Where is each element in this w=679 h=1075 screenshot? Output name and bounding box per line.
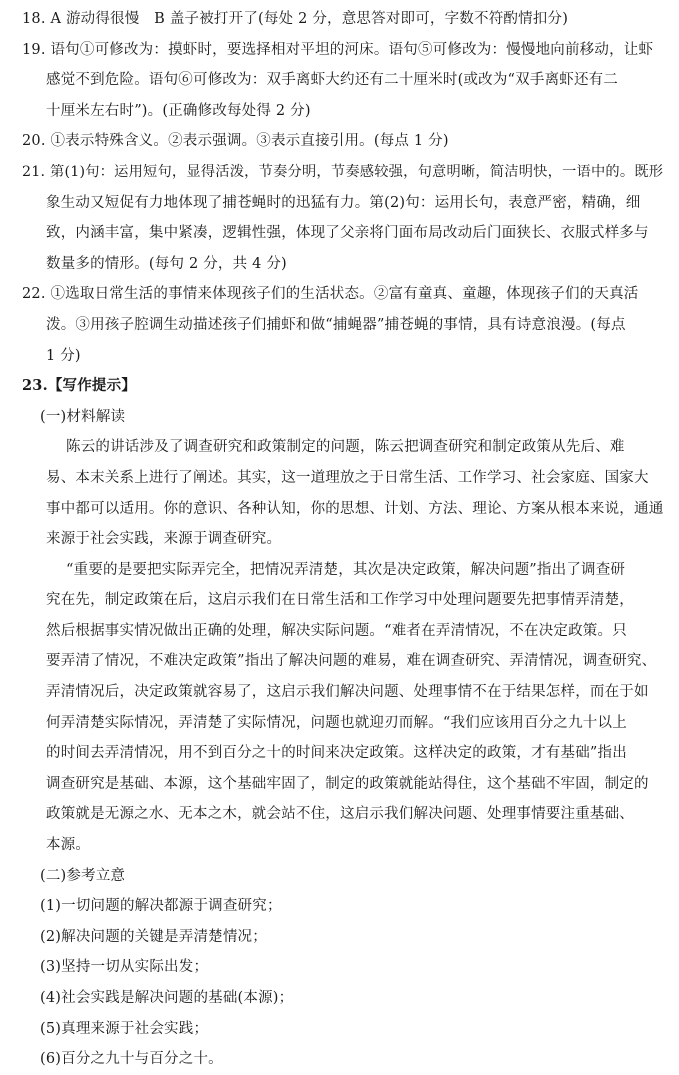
paragraph-line: “重要的是要把实际弄完全，把情况弄清楚，其次是决定政策，解决问题”指出了调查研: [66, 561, 626, 578]
answer-22-cont: 泼。③用孩子腔调生动描述孩子们捕虾和做“捕蝇器”捕苍蝇的事情，具有诗意浪漫。(每点: [46, 316, 626, 333]
idea-item: (6)百分之九十与百分之十。: [40, 1051, 223, 1068]
idea-item: (4)社会实践是解决问题的基础(本源)；: [40, 990, 294, 1006]
paragraph-line: 调查研究是基础、本源，这个基础牢固了，制定的政策就能站得住，这个基础不牢固，制定的: [46, 775, 649, 792]
answer-22-cont: 1 分): [46, 347, 81, 364]
paragraph-line: 来源于社会实践，来源于调查研究。: [46, 531, 282, 548]
answer-21-cont: 象生动又短促有力地体现了捕苍蝇时的迅猛有力。第(2)句：运用长句，表意严密，精确，细: [46, 194, 641, 211]
paragraph-line: 何弄清楚实际情况，弄清楚了实际情况，问题也就迎刃而解。“我们应该用百分之九十以上: [46, 714, 627, 731]
paragraph-line: 究在先，制定政策在后，这启示我们在日常生活和工作学习中处理问题要先把事情弄清楚，: [46, 592, 634, 609]
answer-19-cont: 十厘米左右时”)。(正确修改每处得 2 分): [46, 102, 311, 119]
paragraph-line: 本源。: [46, 837, 91, 854]
answer-21-cont: 数量多的情形。(每句 2 分，共 4 分): [46, 255, 287, 272]
paragraph-line: 要弄清了情况，不难决定政策”指出了解决问题的难易，难在调查研究、弄清情况，调查研究、: [46, 653, 657, 670]
idea-item: (2)解决问题的关键是弄清楚情况；: [40, 928, 267, 945]
answer-21-cont: 致，内涵丰富，集中紧凑，逻辑性强，体现了父亲将门面布局改动后门面狭长、衣服式样多与: [46, 225, 649, 242]
paragraph-line: 易、本末关系上进行了阐述。其实，这一道理放之于日常生活、工作学习、社会家庭、国家大: [46, 469, 649, 486]
section-material-heading: (一)材料解读: [40, 408, 126, 425]
answer-18: 18. A 游动得很慢 B 盖子被打开了(每处 2 分，意思答对即可，字数不符酌情扣分): [22, 11, 569, 27]
paragraph-line: 的时间去弄清情况，用不到百分之十的时间来决定政策。这样决定的政策，才有基础”指出: [46, 745, 627, 762]
answer-20: 20. ①表示特殊含义。②表示强调。③表示直接引用。(每点 1 分): [22, 133, 449, 150]
paragraph-line: 事中都可以适用。你的意识、各种认知，你的思想、计划、方法、理论、方案从根本来说，通通: [46, 500, 663, 517]
answer-22: 22. ①选取日常生活的事情来体现孩子们的生活状态。②富有童真、童趣，体现孩子们的天真活: [22, 286, 639, 303]
idea-item: (1)一切问题的解决都源于调查研究；: [40, 898, 282, 915]
section-ideas-heading: (二)参考立意: [40, 867, 126, 884]
idea-item: (5)真理来源于社会实践；: [40, 1020, 209, 1037]
paragraph-line: 陈云的讲话涉及了调查研究和政策制定的问题，陈云把调查研究和制定政策从先后、难: [66, 439, 625, 456]
answer-19-cont: 感觉不到危险。语句⑥可修改为：双手离虾大约还有二十厘米时(或改为“双手离虾还有二: [46, 72, 619, 89]
paragraph-line: 政策就是无源之水、无本之木，就会站不住，这启示我们解决问题、处理事情要注重基础、: [46, 806, 634, 823]
answer-23-heading: 23.【写作提示】: [22, 377, 137, 395]
paragraph-line: 弄清情况后，决定政策就容易了，这启示我们解决问题、处理事情不在于结果怎样，而在于如: [46, 684, 649, 701]
paragraph-line: 然后根据事实情况做出正确的处理，解决实际问题。“难者在弄清情况，不在决定政策。只: [46, 622, 627, 639]
answer-21: 21. 第(1)句：运用短句，显得活泼，节奏分明，节奏感较强，句意明晰，简洁明快，一语中的。既形: [22, 163, 663, 180]
idea-item: (3)坚持一切从实际出发；: [40, 959, 209, 976]
answer-19: 19. 语句①可修改为：摸虾时，要选择相对平坦的河床。语句⑤可修改为：慢慢地向前移动，让虾: [22, 41, 654, 58]
